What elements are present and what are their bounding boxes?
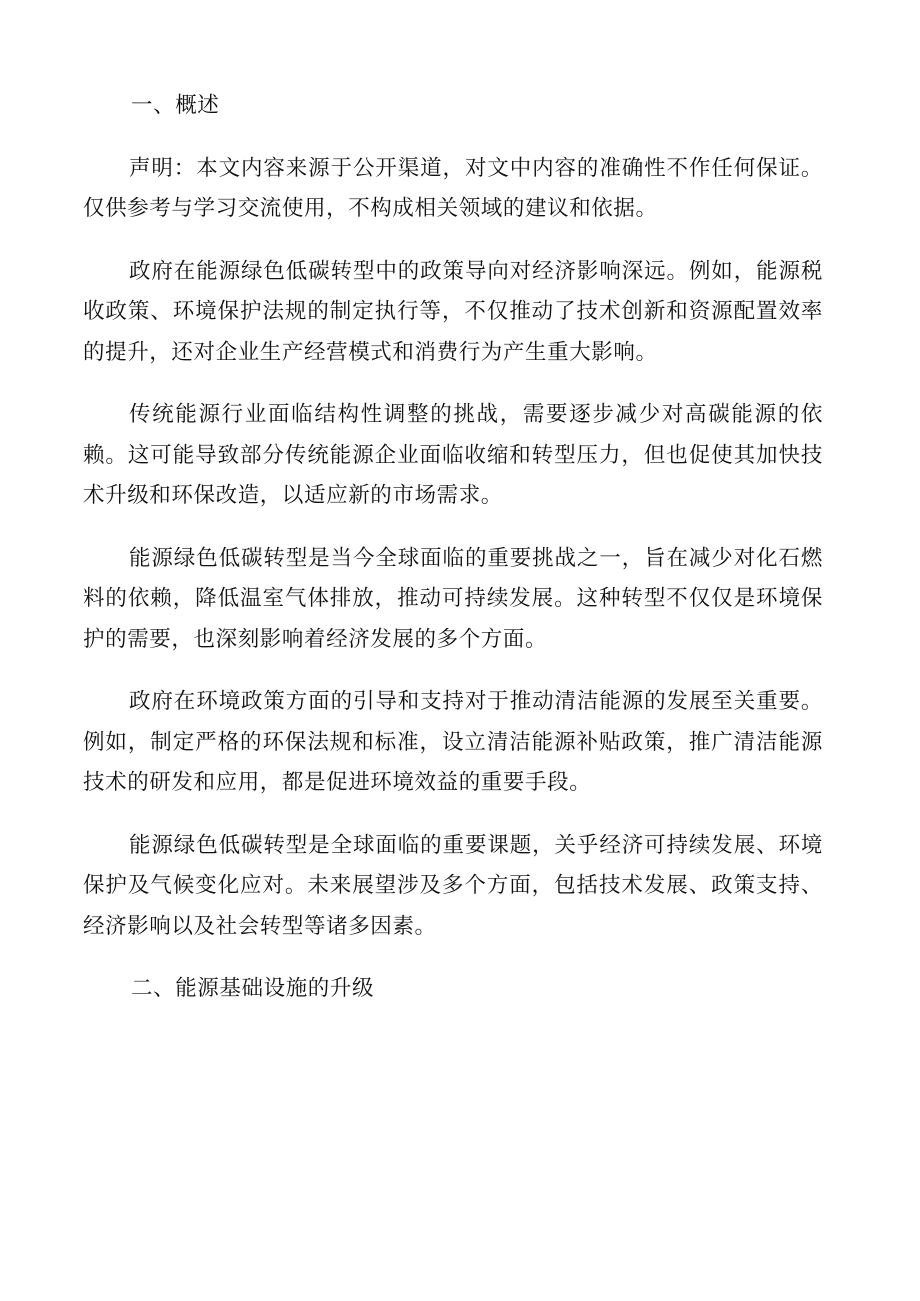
paragraph-environmental-policy: 政府在环境政策方面的引导和支持对于推动清洁能源的发展至关重要。例如，制定严格的环保法规和标准，设立清洁能源补贴政策，推广清洁能源技术的研发和应用，都是促进环境效益的重要手段。 bbox=[83, 689, 823, 795]
paragraph-traditional-energy: 传统能源行业面临结构性调整的挑战，需要逐步减少对高碳能源的依赖。这可能导致部分传统能源企业面临收缩和转型压力，但也促使其加快技术升级和环保改造，以适应新的市场需求。 bbox=[83, 402, 823, 508]
paragraph-policy-impact: 政府在能源绿色低碳转型中的政策导向对经济影响深远。例如，能源税收政策、环境保护法规的制定执行等，不仅推动了技术创新和资源配置效率的提升，还对企业生产经营模式和消费行为产生重大影响。 bbox=[83, 258, 823, 365]
paragraph-future-outlook: 能源绿色低碳转型是全球面临的重要课题，关乎经济可持续发展、环境保护及气候变化应对。未来展望涉及多个方面，包括技术发展、政策支持、经济影响以及社会转型等诸多因素。 bbox=[83, 832, 823, 939]
paragraph-disclaimer: 声明：本文内容来源于公开渠道，对文中内容的准确性不作任何保证。仅供参考与学习交流使用，不构成相关领域的建议和依据。 bbox=[83, 155, 823, 221]
section-heading-infrastructure: 二、能源基础设施的升级 bbox=[131, 976, 375, 1001]
section-heading-overview: 一、概述 bbox=[131, 93, 220, 118]
paragraph-transition-challenge: 能源绿色低碳转型是当今全球面临的重要挑战之一，旨在减少对化石燃料的依赖，降低温室气体排放，推动可持续发展。这种转型不仅仅是环境保护的需要，也深刻影响着经济发展的多个方面。 bbox=[83, 545, 823, 652]
document-body bbox=[83, 86, 823, 1010]
